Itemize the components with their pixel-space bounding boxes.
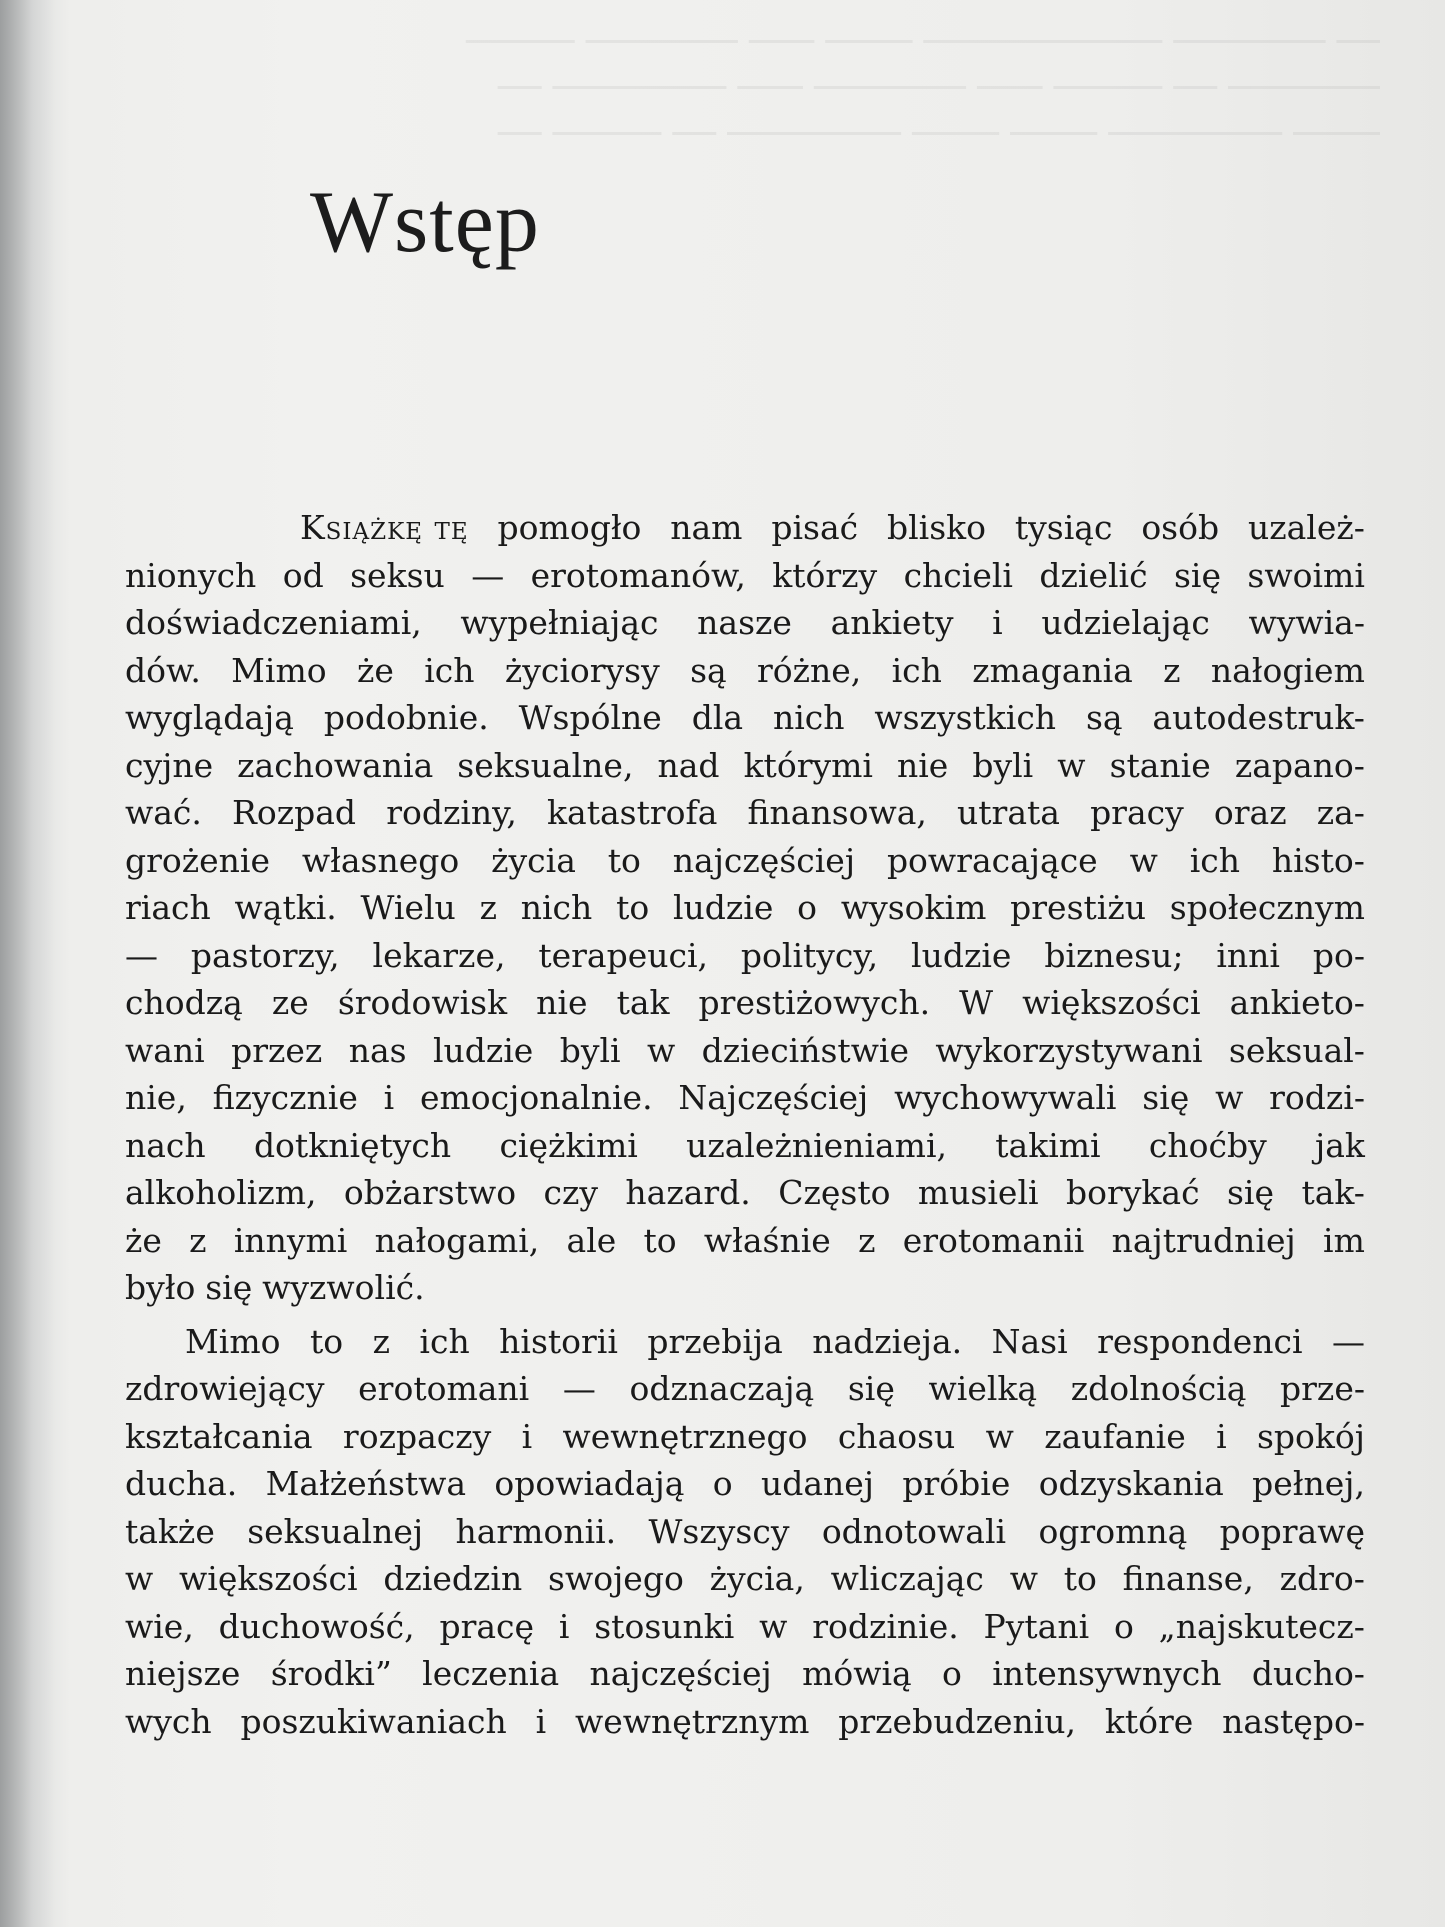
text-line: kształcania rozpaczy i wewnętrznego chaosu w zaufanie i spokój [125,1416,1365,1456]
text-line: niejsze środki” leczenia najczęściej mówią o intensywnych ducho- [125,1654,1365,1693]
text-line: wyglądają podobnie. Wspólne dla nich wszystkich są autodestruk- [125,698,1365,737]
text-line: alkoholizm, obżarstwo czy hazard. Często musieli borykać się tak- [125,1173,1365,1212]
body-text [125,504,1365,1745]
text-line: Mimo to z ich historii przebija nadzieja. Nasi respondenci — [185,1321,1365,1361]
text-line: dów. Mimo że ich życiorysy są różne, ich zmagania z nałogiem [125,650,1365,690]
binding-shadow [0,0,55,1927]
text-line: nach dotkniętych ciężkimi uzależnieniami, takimi choćby jak [125,1125,1365,1165]
text-line: zdrowiejący erotomani — odznaczają się wielką zdolnością prze- [125,1369,1365,1408]
text-line: nie, fizycznie i emocjonalnie. Najczęściej wychowywali się w rodzi- [125,1078,1365,1117]
text-line: nionych od seksu — erotomanów, którzy chcieli dzielić się swoimi [125,555,1365,595]
text-line: ducha. Małżeństwa opowiadają o udanej próbie odzyskania pełnej, [125,1464,1365,1503]
show-through-text: ── ─────── ─────────── ──── ─── ─────── ───── ─────── ── ───── ─── ─────── ─── ──────── ── ──── ──────── ──── ──── ──────── ── ───── ── [466,22,1380,155]
chapter-title: Wstęp [310,174,540,271]
text-line: Książkę tę pomogło nam pisać blisko tysiąc osób uzależ- [125,504,1365,552]
text-line: riach wątki. Wielu z nich to ludzie o wysokim prestiżu społecznym [125,888,1365,927]
text-line: w większości dziedzin swojego życia, wliczając w to finanse, zdro- [125,1559,1365,1598]
text-line: także seksualnej harmonii. Wszyscy odnotowali ogromną poprawę [125,1511,1365,1551]
text-line: wać. Rozpad rodziny, katastrofa finansowa, utrata pracy oraz za- [125,793,1365,832]
text-line: chodzą ze środowisk nie tak prestiżowych. W większości ankieto- [125,983,1365,1022]
text-line: wie, duchowość, pracę i stosunki w rodzinie. Pytani o „najskutecz- [125,1606,1365,1646]
text-line: cyjne zachowania seksualne, nad którymi nie byli w stanie zapano- [125,745,1365,785]
text-line: było się wyzwolić. [125,1268,425,1307]
text-line: doświadczeniami, wypełniając nasze ankiety i udzielając wywia- [125,603,1365,642]
paragraph [125,1318,1365,1746]
lead-in: Książkę tę [300,508,469,547]
text-line: że z innymi nałogami, ale to właśnie z erotomanii najtrudniej im [125,1220,1365,1260]
text-line: grożenie własnego życia to najczęściej powracające w ich histo- [125,840,1365,880]
text-line: — pastorzy, lekarze, terapeuci, politycy, ludzie biznesu; inni po- [125,935,1365,975]
text-line: wani przez nas ludzie byli w dzieciństwie wykorzystywani seksual- [125,1030,1365,1070]
text-line: wych poszukiwaniach i wewnętrznym przebudzeniu, które następo- [125,1701,1365,1741]
paragraph [125,504,1365,1312]
